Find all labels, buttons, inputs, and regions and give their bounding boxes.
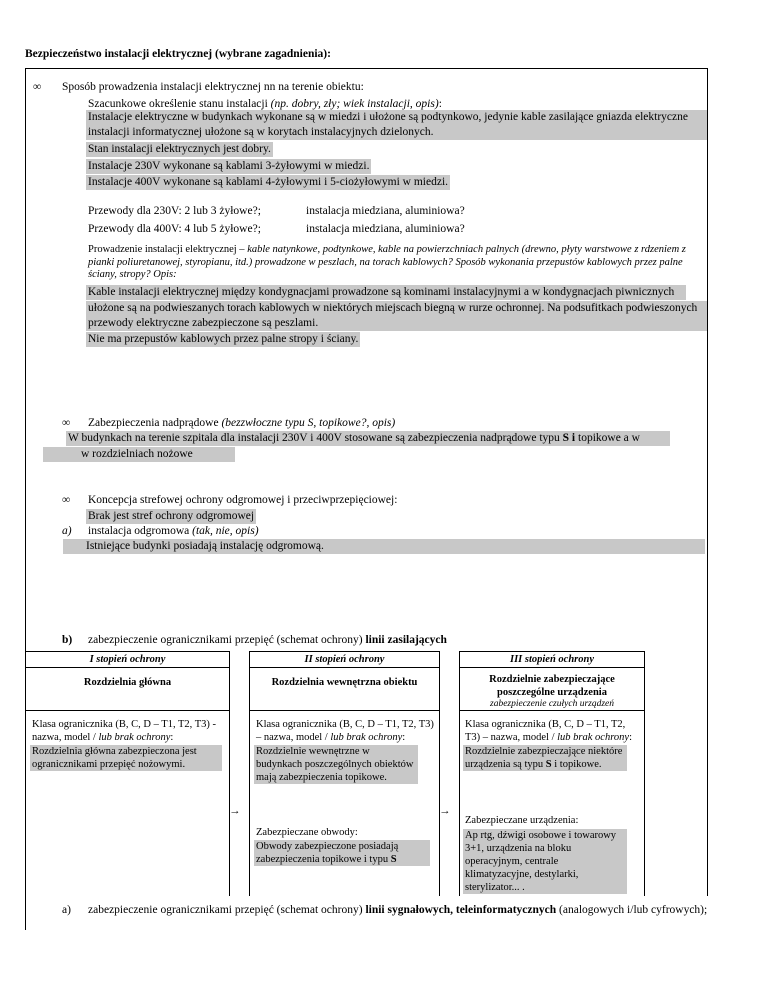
s1-answer-2: Stan instalacji elektrycznych jest dobry. <box>88 143 271 155</box>
col1-name: Rozdzielnia główna <box>83 677 172 688</box>
s3-a-hint: (tak, nie, opis) <box>192 525 259 537</box>
s2-answer-2: w rozdzielniach nożowe <box>43 447 235 462</box>
col2-protected-answer-text: Obwody zabezpieczone posiadają zabezpieczenia topikowe i typu <box>256 841 399 865</box>
s5-text: zabezpieczenie ogranicznikami przepięć (schemat ochrony) <box>88 904 366 916</box>
s3-a-answer: Istniejące budynki posiadają instalację odgromową. <box>63 539 705 554</box>
s1-estimate-colon: : <box>438 98 442 110</box>
col3-degree-box <box>459 651 645 668</box>
s5-bold: linii sygnałowych, teleinformatycznych <box>365 904 557 916</box>
s4-b-label: b) <box>62 634 73 646</box>
s3-note: Brak jest stref ochrony odgromowej <box>88 510 255 522</box>
s2-hint: (bezzwłoczne typu S, topikowe?, opis) <box>221 417 396 429</box>
wires-400v-material: instalacja miedziana, aluminiowa? <box>306 223 465 235</box>
s2-answer-1-tail: topikowe a w <box>575 432 640 444</box>
col3-protected-answer: Ap rtg, dźwigi osobowe i towarowy 3+1, urządzenia na bloku operacyjnym, centrale klimatyzacyjne, destylarki, sterylizator... . <box>463 829 627 894</box>
col2-name-box <box>249 667 440 711</box>
col3-class <box>465 718 641 744</box>
s3-a-question <box>88 524 259 539</box>
wires-400v: Przewody dla 400V: 4 lub 5 żyłowe?; <box>88 223 261 235</box>
s1-answer-1: Instalacje elektryczne w budynkach wykonane są w miedzi i ułożone są podtynkowo, jedynie kable zasilające gniazda elektryczne instalacji informatycznej ułożone są w korytach instalacyjnych dzielonych. <box>86 110 707 140</box>
s3-heading: Koncepcja strefowej ochrony odgromowej i przeciwprzepięciowej: <box>88 494 398 506</box>
bullet-icon: ∞ <box>33 81 42 93</box>
col3-answer-text: Rozdzielnie zabezpieczające niektóre urządzenia są typu <box>465 746 623 770</box>
col3-answer <box>463 745 627 771</box>
col2-name: Rozdzielnia wewnętrzna obiektu <box>271 677 418 688</box>
col3-answer-bold: S <box>545 759 552 770</box>
routing-answer-1: Kable instalacji elektrycznej między kondygnacjami prowadzone są kominami instalacyjnymi a w kondygnacjach piwnicznych <box>86 285 686 300</box>
col1-class-hint: lub brak ochrony <box>98 732 171 743</box>
col3-right-line <box>644 711 645 896</box>
col3-degree: III stopień ochrony <box>509 654 594 665</box>
wires-230v: Przewody dla 230V: 2 lub 3 żyłowe?; <box>88 205 261 217</box>
s3-a-text: instalacja odgromowa <box>88 525 193 537</box>
col1-class-label: Klasa ogranicznika (B, C, D – T1, T2, T3) - nazwa, model / <box>32 719 217 743</box>
col2-class <box>256 718 436 744</box>
arrow-right-icon: → <box>439 805 451 817</box>
col1-class-colon: : <box>170 732 174 743</box>
s4-b-bold: linii zasilających <box>365 634 447 646</box>
s1-estimate-label: Szacunkowe określenie stanu instalacji <box>88 98 271 110</box>
col1-answer: Rozdzielnia główna zabezpieczona jest ogranicznikami przepięć nożowymi. <box>30 745 222 771</box>
col2-left-line <box>249 711 250 896</box>
col3-class-label: Klasa ogranicznika (B, C, D – T1, T2, T3) – nazwa, model / <box>465 719 626 743</box>
s5-a-label: a) <box>62 904 71 916</box>
routing-question <box>88 244 704 282</box>
col2-degree: II stopień ochrony <box>304 654 385 665</box>
col3-sub: zabezpieczenie czułych urządzeń <box>490 699 614 709</box>
arrow-right-icon: → <box>229 805 241 817</box>
routing-answer-2: ułożone są na podwieszanych torach kablowych w niektórych miejscach biegną w rurze ochronnej. Na podsufitkach podwieszonych przewody elektryczne zabezpieczone są peszlami. <box>86 301 707 331</box>
col2-protected-answer <box>254 840 430 866</box>
col2-degree-box <box>249 651 440 668</box>
s1-answer-3: Instalacje 230V wykonane są kablami 3-żyłowymi w miedzi. <box>88 160 370 172</box>
col2-protected-answer-bold: S <box>390 854 397 865</box>
col1-degree: I stopień ochrony <box>89 654 166 665</box>
frame-left <box>25 68 26 930</box>
col3-protected-label: Zabezpieczane urządzenia: <box>465 815 579 826</box>
s2-answer-1 <box>66 431 670 446</box>
page-title: Bezpieczeństwo instalacji elektrycznej (wybrane zagadnienia): <box>25 48 331 60</box>
s2-answer-1-text: W budynkach na terenie szpitala dla instalacji 230V i 400V stosowane są zabezpieczenia nadprądowe typu <box>68 432 563 444</box>
col2-protected-label: Zabezpieczane obwody: <box>256 827 358 838</box>
col3-left-line <box>459 711 460 896</box>
s5-tail: (analogowych i/lub cyfrowych); <box>556 904 708 916</box>
bullet-icon: ∞ <box>62 417 71 429</box>
s4-b-text: zabezpieczenie ogranicznikami przepięć (schemat ochrony) <box>88 634 366 646</box>
routing-hint: kable natynkowe, podtynkowe, kable na powierzchniach palnych (drewno, płyty warstwowe z rdzeniem z pianki poliuretanowej, styropianu, itd.) prowadzone w peszlach, na torach kablowych? Sposób wykonania przepustów kablowych przez palne ściany, stropy? Opis: <box>88 244 686 280</box>
s5-question <box>88 903 718 918</box>
s3-a-label: a) <box>62 525 72 537</box>
s4-b-question <box>88 633 447 648</box>
col2-answer: Rozdzielnie wewnętrzne w budynkach poszczególnych obiektów mają zabezpieczenia topikowe. <box>254 745 418 784</box>
col3-answer-tail: i topikowe. <box>551 759 602 770</box>
frame-top <box>25 68 708 69</box>
col1-name-box <box>25 667 230 711</box>
s2-heading: Zabezpieczenia nadprądowe <box>88 417 222 429</box>
bullet-icon: ∞ <box>62 494 71 506</box>
s1-heading: Sposób prowadzenia instalacji elektrycznej nn na terenie obiektu: <box>62 81 364 93</box>
frame-right <box>707 68 708 896</box>
wires-230v-material: instalacja miedziana, aluminiowa? <box>306 205 465 217</box>
col1-degree-box <box>25 651 230 668</box>
s1-answer-4: Instalacje 400V wykonane są kablami 4-żyłowymi i 5-ciożyłowymi w miedzi. <box>88 176 449 188</box>
col3-class-colon: : <box>629 732 632 743</box>
col3-class-hint: lub brak ochrony <box>557 732 630 743</box>
s2-answer-1-bold: S i <box>562 432 576 444</box>
col3-name: Rozdzielnie zabezpieczające poszczególne urządzenia <box>489 674 615 698</box>
routing-answer-3: Nie ma przepustów kablowych przez palne stropy i ściany. <box>88 333 359 345</box>
col1-class <box>32 718 228 744</box>
s2-heading-row <box>88 416 395 431</box>
s1-estimate-hint: (np. dobry, zły; wiek instalacji, opis) <box>270 98 439 110</box>
routing-lead: Prowadzenie instalacji elektrycznej – <box>88 244 248 255</box>
col2-class-label: Klasa ogranicznika (B, C, D – T1, T2, T3) – nazwa, model / <box>256 719 434 743</box>
col2-class-hint: lub brak ochrony <box>330 732 403 743</box>
col2-class-colon: : <box>402 732 406 743</box>
